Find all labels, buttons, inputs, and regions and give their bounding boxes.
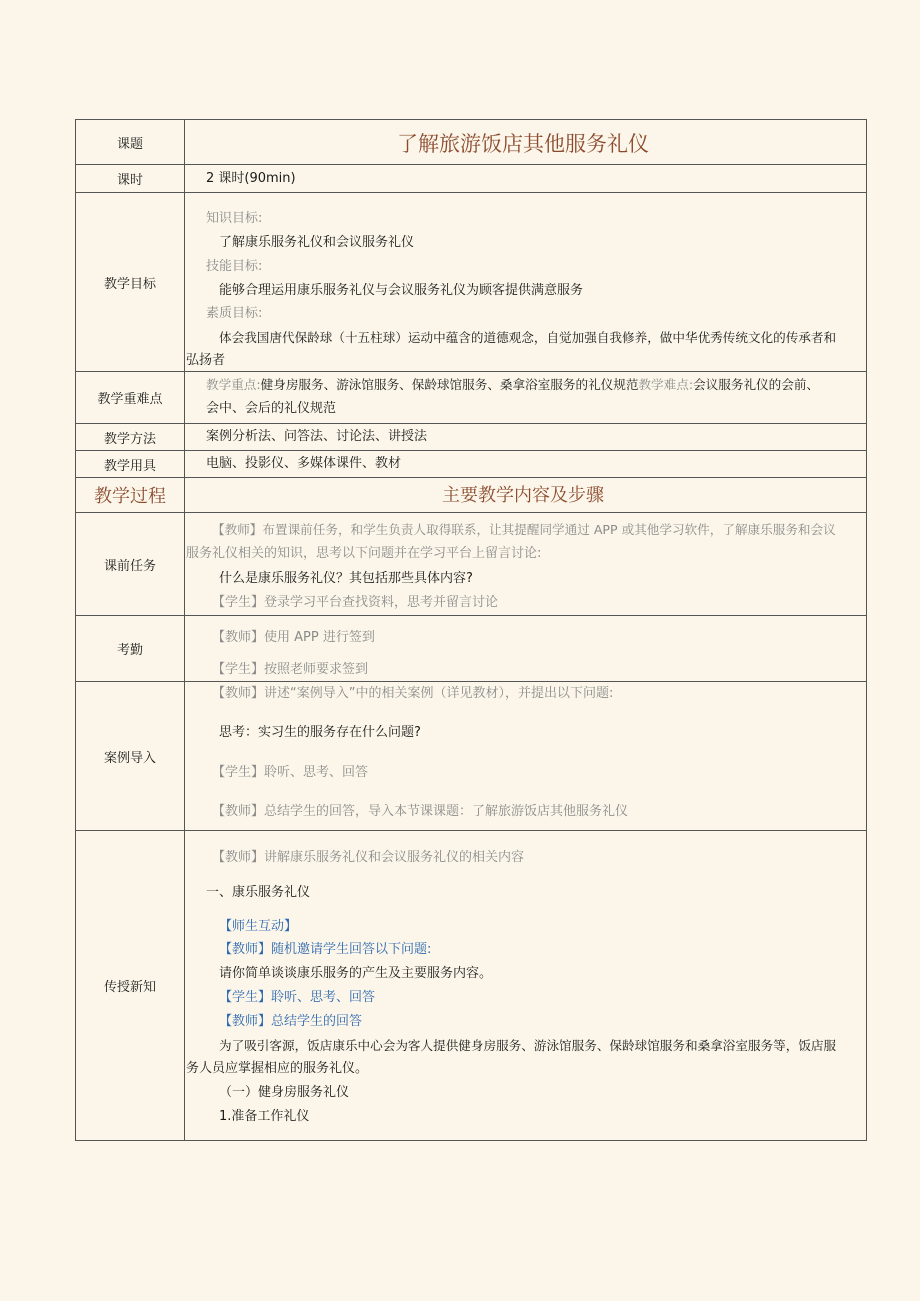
case-intro-think: 思考：实习生的服务存在什么问题? <box>219 725 421 740</box>
row-topic <box>76 120 866 164</box>
methods-label: 教学方法 <box>76 424 185 450</box>
row-hours <box>76 164 866 192</box>
teaching-label: 传授新知 <box>76 831 185 1140</box>
key-label: 教学重点: <box>206 377 261 392</box>
key-text: 健身房服务、游泳馆服务、保龄球馆服务、桑拿浴室服务的礼仪规范 <box>260 377 639 392</box>
process-header-right: 主要教学内容及步骤 <box>442 485 604 506</box>
tools-value: 电脑、投影仪、多媒体课件、教材 <box>206 456 402 471</box>
case-intro-teacher1: 【教师】讲述“案例导入”中的相关案例（详见教材），并提出以下问题: <box>212 686 614 701</box>
topic-label: 课题 <box>76 120 185 164</box>
teaching-section1: 一、康乐服务礼仪 <box>206 885 311 900</box>
attendance-student: 【学生】按照老师要求签到 <box>212 662 369 677</box>
goals-label: 教学目标 <box>76 193 185 371</box>
lesson-plan-table <box>75 119 867 1141</box>
tools-label: 教学用具 <box>76 451 185 477</box>
pre-class-student: 【学生】登录学习平台查找资料，思考并留言讨论 <box>212 595 499 610</box>
teaching-question: 请你简单谈谈康乐服务的产生及主要服务内容。 <box>219 966 493 981</box>
quality-text-1: 体会我国唐代保龄球（十五柱球）运动中蕴含的道德观念，自觉加强自我修养，做中华优秀传统文化的传承者和 <box>219 330 837 345</box>
pre-class-line2: 服务礼仪相关的知识，思考以下问题并在学习平台上留言讨论: <box>186 546 542 561</box>
quality-label: 素质目标: <box>206 306 263 321</box>
skill-text: 能够合理运用康乐服务礼仪与会议服务礼仪为顾客提供满意服务 <box>219 283 584 298</box>
key-points-line1 <box>206 376 819 394</box>
attendance-label: 考勤 <box>76 616 185 681</box>
key-points-label: 教学重难点 <box>76 372 185 423</box>
teaching-student: 【学生】聆听、思考、回答 <box>219 990 376 1005</box>
hard-text-1: 会议服务礼仪的会前、 <box>693 377 819 392</box>
pre-class-line1: 【教师】布置课前任务，和学生负责人取得联系，让其提醒同学通过 APP 或其他学习软件，了解康乐服务和会议 <box>212 522 836 537</box>
teaching-interact: 【师生互动】 <box>219 919 298 934</box>
case-intro-label: 案例导入 <box>76 682 185 830</box>
row-key-points <box>76 371 866 423</box>
row-methods <box>76 423 866 450</box>
case-intro-student: 【学生】聆听、思考、回答 <box>212 765 369 780</box>
teaching-teacher3: 【教师】总结学生的回答 <box>219 1014 363 1029</box>
hours-value: 2 课时(90min) <box>206 171 296 186</box>
process-header-left: 教学过程 <box>76 478 185 512</box>
pre-class-question: 什么是康乐服务礼仪？其包括那些具体内容? <box>219 571 473 586</box>
row-pre-class <box>76 512 866 615</box>
knowledge-label: 知识目标: <box>206 211 263 226</box>
row-case-intro <box>76 681 866 830</box>
teaching-teacher1: 【教师】讲解康乐服务礼仪和会议服务礼仪的相关内容 <box>212 850 525 865</box>
hard-label: 教学难点: <box>638 377 694 392</box>
pre-class-label: 课前任务 <box>76 513 185 615</box>
teaching-sub1: （一）健身房服务礼仪 <box>219 1085 350 1100</box>
teaching-para1: 为了吸引客源，饭店康乐中心会为客人提供健身房服务、游泳馆服务、保龄球馆服务和桑拿浴室服务等，饭店服 <box>219 1038 837 1053</box>
knowledge-text: 了解康乐服务礼仪和会议服务礼仪 <box>219 235 415 250</box>
row-teaching <box>76 830 866 1140</box>
attendance-teacher: 【教师】使用 APP 进行签到 <box>212 630 375 645</box>
row-attendance <box>76 615 866 681</box>
skill-label: 技能目标: <box>206 259 263 274</box>
case-intro-teacher2: 【教师】总结学生的回答，导入本节课课题：了解旅游饭店其他服务礼仪 <box>212 804 629 819</box>
teaching-teacher2: 【教师】随机邀请学生回答以下问题: <box>219 942 432 957</box>
quality-text-2: 弘扬者 <box>186 353 226 368</box>
row-process-header <box>76 477 866 512</box>
teaching-para2: 务人员应掌握相应的服务礼仪。 <box>186 1061 369 1076</box>
teaching-item1: 1.准备工作礼仪 <box>219 1109 310 1124</box>
row-goals <box>76 192 866 371</box>
topic-title: 了解旅游饭店其他服务礼仪 <box>397 132 649 156</box>
hours-label: 课时 <box>76 165 185 192</box>
hard-text-2: 会中、会后的礼仪规范 <box>206 401 337 416</box>
row-tools <box>76 450 866 477</box>
methods-value: 案例分析法、问答法、讨论法、讲授法 <box>206 429 428 444</box>
